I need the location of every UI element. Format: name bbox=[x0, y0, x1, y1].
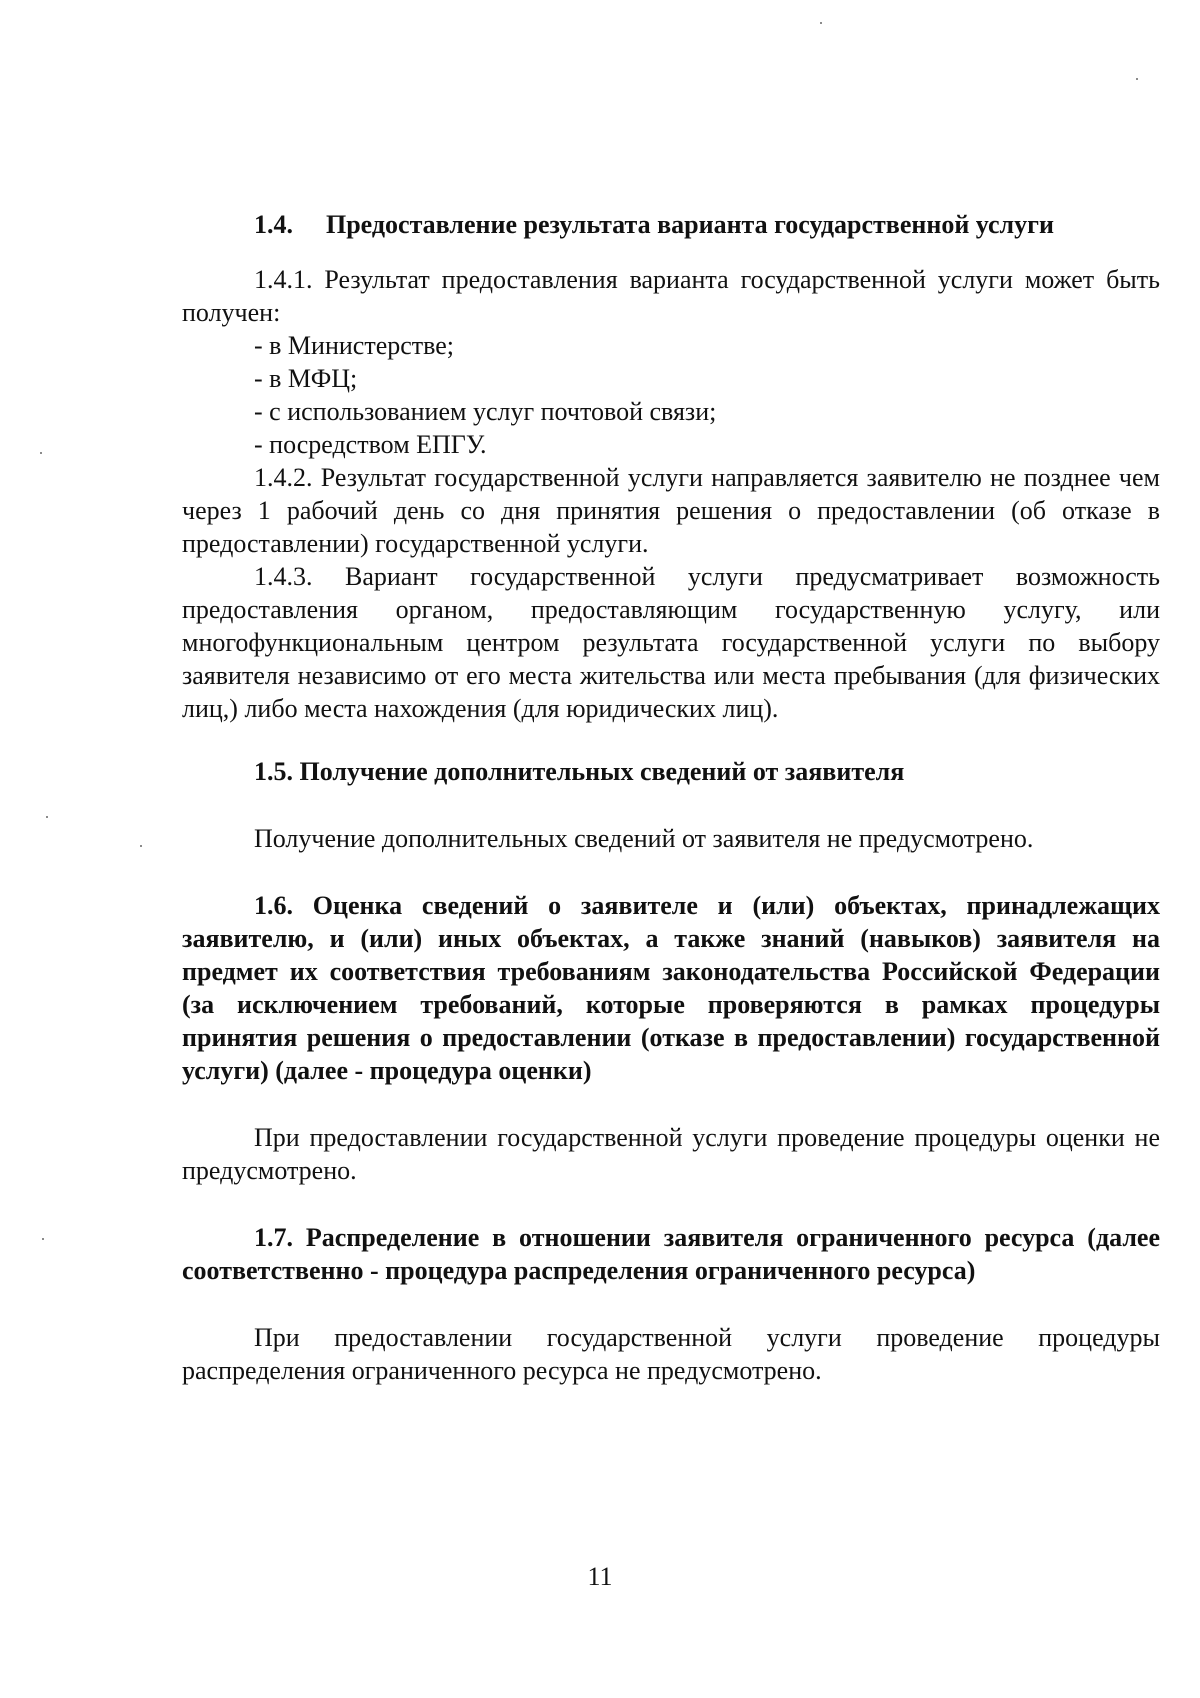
section-1-4-number: 1.4. bbox=[254, 210, 293, 239]
scan-speck bbox=[820, 22, 822, 24]
list-item: - с использованием услуг почтовой связи; bbox=[254, 397, 717, 426]
scan-speck bbox=[140, 845, 142, 847]
document-body bbox=[182, 208, 1160, 1387]
scan-speck bbox=[40, 452, 42, 454]
section-1-4-heading bbox=[254, 208, 1160, 241]
section-1-6-heading: 1.6. Оценка сведений о заявителе и (или) объектах, принадлежащих заявителю, и (или) иных объектах, а также знаний (навыков) заявителя на предмет их соответствия требованиям законодательства Российской Федерации (за исключением требований, которые проверяются в рамках процедуры принятия решения о предоставлении (отказе в предоставлении) государственной услуги) (далее - процедура оценки) bbox=[182, 891, 1160, 1085]
page-number: 11 bbox=[587, 1562, 613, 1591]
scan-speck bbox=[46, 816, 48, 818]
paragraph-1-4-1: 1.4.1. Результат предоставления варианта государственной услуги может быть получен: bbox=[182, 265, 1160, 327]
paragraph-1-6: При предоставлении государственной услуги проведение процедуры оценки не предусмотрено. bbox=[182, 1123, 1160, 1185]
list-item: - в Министерстве; bbox=[254, 331, 455, 360]
paragraph-1-7: При предоставлении государственной услуги проведение процедуры распределения ограниченного ресурса не предусмотрено. bbox=[182, 1323, 1160, 1385]
scan-speck bbox=[42, 1238, 44, 1240]
list-item: - в МФЦ; bbox=[254, 364, 358, 393]
list-item: - посредством ЕПГУ. bbox=[254, 430, 487, 459]
section-1-7-heading: 1.7. Распределение в отношении заявителя ограниченного ресурса (далее соответственно - процедура распределения ограниченного ресурса) bbox=[182, 1223, 1160, 1285]
paragraph-1-4-3: 1.4.3. Вариант государственной услуги предусматривает возможность предоставления органом, предоставляющим государственную услугу, или многофункциональным центром результата государственной услуги по выбору заявителя независимо от его места жительства или места пребывания (для физических лиц,) либо места нахождения (для юридических лиц). bbox=[182, 562, 1160, 723]
paragraph-1-4-2: 1.4.2. Результат государственной услуги направляется заявителю не позднее чем через 1 рабочий день со дня принятия решения о предоставлении (об отказе в предоставлении) государственной услуги. bbox=[182, 463, 1160, 558]
section-1-4-title: Предоставление результата варианта государственной услуги bbox=[326, 210, 1054, 239]
scan-speck bbox=[1136, 78, 1138, 80]
section-1-5-heading: 1.5. Получение дополнительных сведений от заявителя bbox=[254, 757, 905, 786]
paragraph-1-5: Получение дополнительных сведений от заявителя не предусмотрено. bbox=[254, 824, 1034, 853]
